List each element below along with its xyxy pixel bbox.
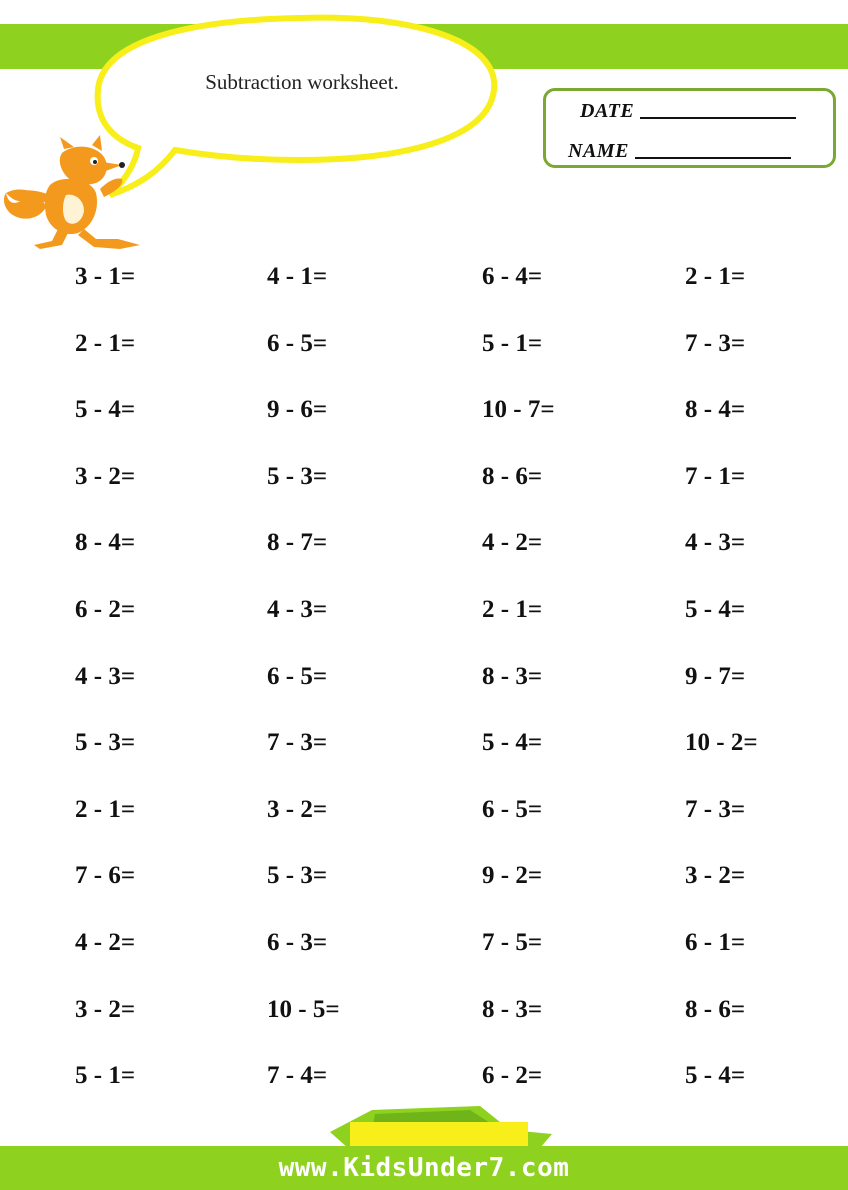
- problem-r13-c1: 5 - 1=: [75, 1062, 136, 1089]
- problem-r1-c4: 2 - 1=: [685, 263, 746, 290]
- problem-r8-c4: 10 - 2=: [685, 729, 758, 756]
- problem-r9-c4: 7 - 3=: [685, 796, 746, 823]
- problem-r9-c2: 3 - 2=: [267, 796, 328, 823]
- date-row: [580, 97, 796, 123]
- worksheet-title: Subtraction worksheet.: [205, 70, 399, 94]
- problem-r11-c1: 4 - 2=: [75, 929, 136, 956]
- problem-r6-c2: 4 - 3=: [267, 596, 328, 623]
- date-name-box: [543, 88, 836, 168]
- problem-r4-c4: 7 - 1=: [685, 463, 746, 490]
- problem-r11-c3: 7 - 5=: [482, 929, 543, 956]
- problem-r12-c1: 3 - 2=: [75, 996, 136, 1023]
- problem-r3-c2: 9 - 6=: [267, 396, 328, 423]
- problem-r5-c1: 8 - 4=: [75, 529, 136, 556]
- problem-r10-c1: 7 - 6=: [75, 862, 136, 889]
- problem-r2-c1: 2 - 1=: [75, 330, 136, 357]
- problem-r5-c2: 8 - 7=: [267, 529, 328, 556]
- problem-r1-c3: 6 - 4=: [482, 263, 543, 290]
- problem-r3-c1: 5 - 4=: [75, 396, 136, 423]
- problem-r11-c2: 6 - 3=: [267, 929, 328, 956]
- problem-r8-c3: 5 - 4=: [482, 729, 543, 756]
- problem-r9-c3: 6 - 5=: [482, 796, 543, 823]
- problem-r6-c4: 5 - 4=: [685, 596, 746, 623]
- problem-r13-c2: 7 - 4=: [267, 1062, 328, 1089]
- name-label: NAME: [568, 140, 629, 162]
- problem-r8-c2: 7 - 3=: [267, 729, 328, 756]
- problem-r12-c4: 8 - 6=: [685, 996, 746, 1023]
- name-field[interactable]: [635, 157, 791, 159]
- problem-r4-c1: 3 - 2=: [75, 463, 136, 490]
- problem-r7-c1: 4 - 3=: [75, 663, 136, 690]
- date-label: DATE: [580, 100, 635, 122]
- problem-r7-c3: 8 - 3=: [482, 663, 543, 690]
- problem-r3-c4: 8 - 4=: [685, 396, 746, 423]
- problem-r11-c4: 6 - 1=: [685, 929, 746, 956]
- problem-r4-c3: 8 - 6=: [482, 463, 543, 490]
- problem-r1-c1: 3 - 1=: [75, 263, 136, 290]
- problem-r7-c4: 9 - 7=: [685, 663, 746, 690]
- problem-r7-c2: 6 - 5=: [267, 663, 328, 690]
- problem-r5-c3: 4 - 2=: [482, 529, 543, 556]
- problem-r12-c2: 10 - 5=: [267, 996, 340, 1023]
- problem-r5-c4: 4 - 3=: [685, 529, 746, 556]
- problem-r9-c1: 2 - 1=: [75, 796, 136, 823]
- problem-r1-c2: 4 - 1=: [267, 263, 328, 290]
- problem-r2-c2: 6 - 5=: [267, 330, 328, 357]
- problem-r12-c3: 8 - 3=: [482, 996, 543, 1023]
- problem-r10-c3: 9 - 2=: [482, 862, 543, 889]
- footer-url: www.KidsUnder7.com: [278, 1153, 570, 1183]
- fox-icon: [0, 135, 150, 255]
- problem-r6-c1: 6 - 2=: [75, 596, 136, 623]
- problem-r4-c2: 5 - 3=: [267, 463, 328, 490]
- problem-r2-c4: 7 - 3=: [685, 330, 746, 357]
- name-row: [568, 137, 791, 163]
- problem-r2-c3: 5 - 1=: [482, 330, 543, 357]
- problem-r8-c1: 5 - 3=: [75, 729, 136, 756]
- date-field[interactable]: [640, 117, 796, 119]
- problem-r10-c2: 5 - 3=: [267, 862, 328, 889]
- problem-r6-c3: 2 - 1=: [482, 596, 543, 623]
- problem-r3-c3: 10 - 7=: [482, 396, 555, 423]
- problem-r13-c3: 6 - 2=: [482, 1062, 543, 1089]
- problem-r13-c4: 5 - 4=: [685, 1062, 746, 1089]
- problem-r10-c4: 3 - 2=: [685, 862, 746, 889]
